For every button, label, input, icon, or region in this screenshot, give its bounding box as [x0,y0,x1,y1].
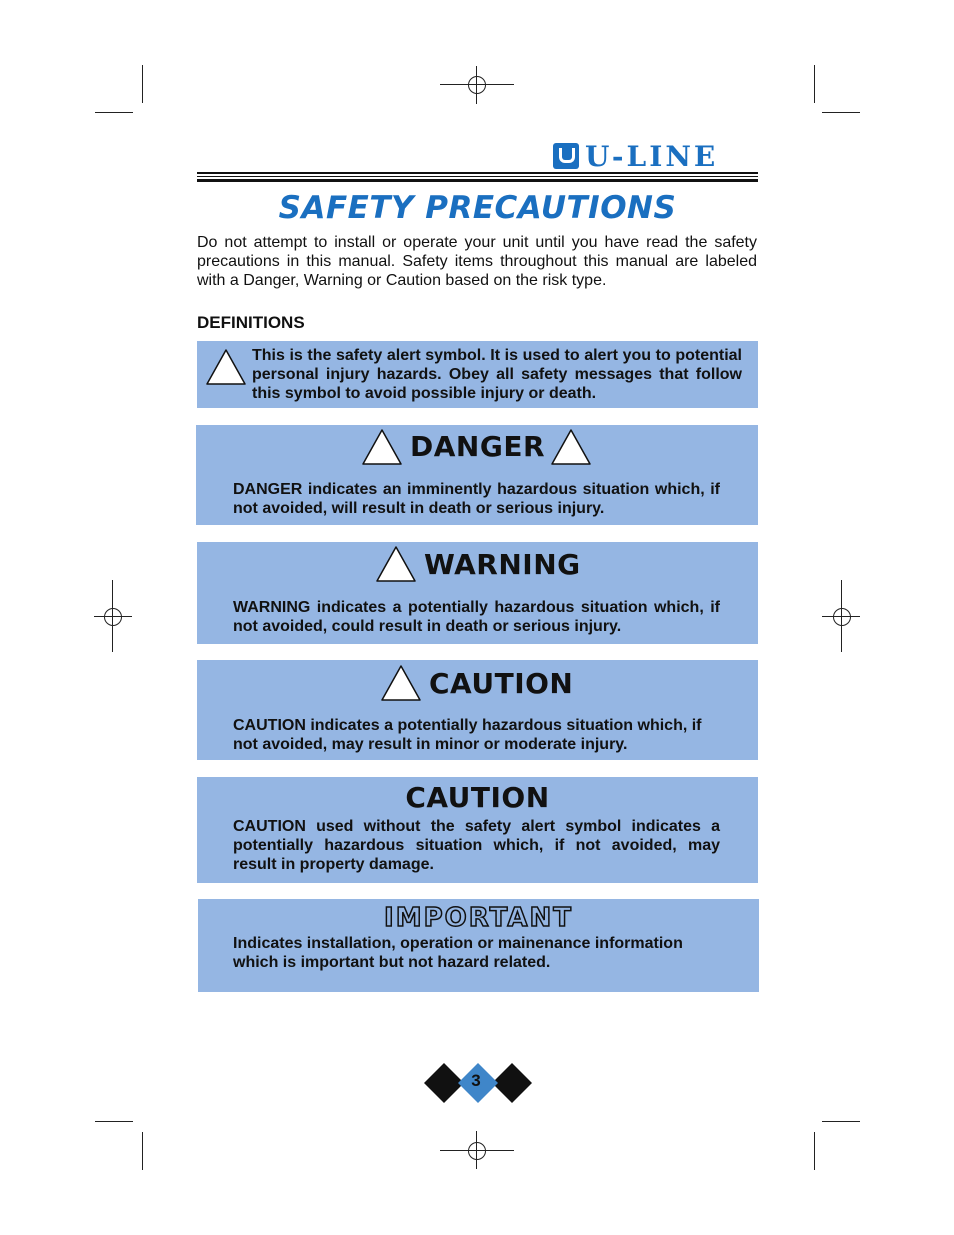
crop-mark [95,112,133,113]
crop-mark [814,1132,815,1170]
warning-text [233,598,720,636]
caution-plain-keyword: CAUTION [233,818,306,835]
danger-keyword: DANGER [233,481,303,498]
header-rule [197,179,758,182]
alert-symbol-box [197,341,758,408]
caution-plain-heading: CAUTION [405,781,550,814]
header-rule [197,176,758,177]
warning-triangle-icon [375,545,417,583]
caution-symbol-text [233,716,720,754]
crop-mark [822,1121,860,1122]
crop-mark [95,1121,133,1122]
brand-logo-icon [553,143,579,169]
important-text: Indicates installation, operation or mainenance information which is important but not hazard related. [233,935,683,971]
header-rule [197,172,758,174]
caution-symbol-description: indicates a potentially hazardous situation which, if not avoided, may result in minor or moderate injury. [233,717,702,753]
definitions-heading: DEFINITIONS [197,313,305,332]
crop-mark [142,1132,143,1170]
brand-logo [553,140,718,172]
danger-text [233,480,720,518]
danger-box [196,425,758,525]
warning-triangle-icon [380,664,422,702]
danger-heading: DANGER [410,430,546,463]
brand-logo-text: U-LINE [585,139,719,173]
warning-description: indicates a potentially hazardous situation which, if not avoided, could result in death or serious injury. [233,599,720,635]
danger-description: indicates an imminently hazardous situation which, if not avoided, will result in death or serious injury. [233,481,720,517]
crop-mark [822,112,860,113]
important-box [198,899,759,992]
page-number: 3 [471,1071,481,1090]
warning-triangle-icon [361,428,403,466]
page-title: SAFETY PRECAUTIONS [278,190,677,226]
important-heading: IMPORTANT [384,903,573,933]
intro-paragraph: Do not attempt to install or operate your unit until you have read the safety precautions in this manual. Safety items throughout this manual are labeled with a Danger, Warning or Caution based on the risk type. [197,234,757,289]
crop-mark [142,65,143,103]
warning-triangle-icon [205,348,247,386]
caution-symbol-box [197,660,758,760]
warning-heading: WARNING [424,548,581,581]
alert-symbol-text: This is the safety alert symbol. It is used to alert you to potential personal injury hazards. Obey all safety messages that follow this symbol to avoid possible injury or death. [252,347,742,402]
warning-triangle-icon [550,428,592,466]
caution-symbol-keyword: CAUTION [233,717,306,734]
warning-box [197,542,758,644]
caution-plain-description: used without the safety alert symbol indicates a potentially hazardous situation which, if not avoided, may result in property damage. [233,818,720,873]
crop-mark [814,65,815,103]
warning-keyword: WARNING [233,599,311,616]
caution-plain-text [233,817,720,874]
caution-symbol-heading: CAUTION [429,667,574,700]
caution-plain-box [197,777,758,883]
